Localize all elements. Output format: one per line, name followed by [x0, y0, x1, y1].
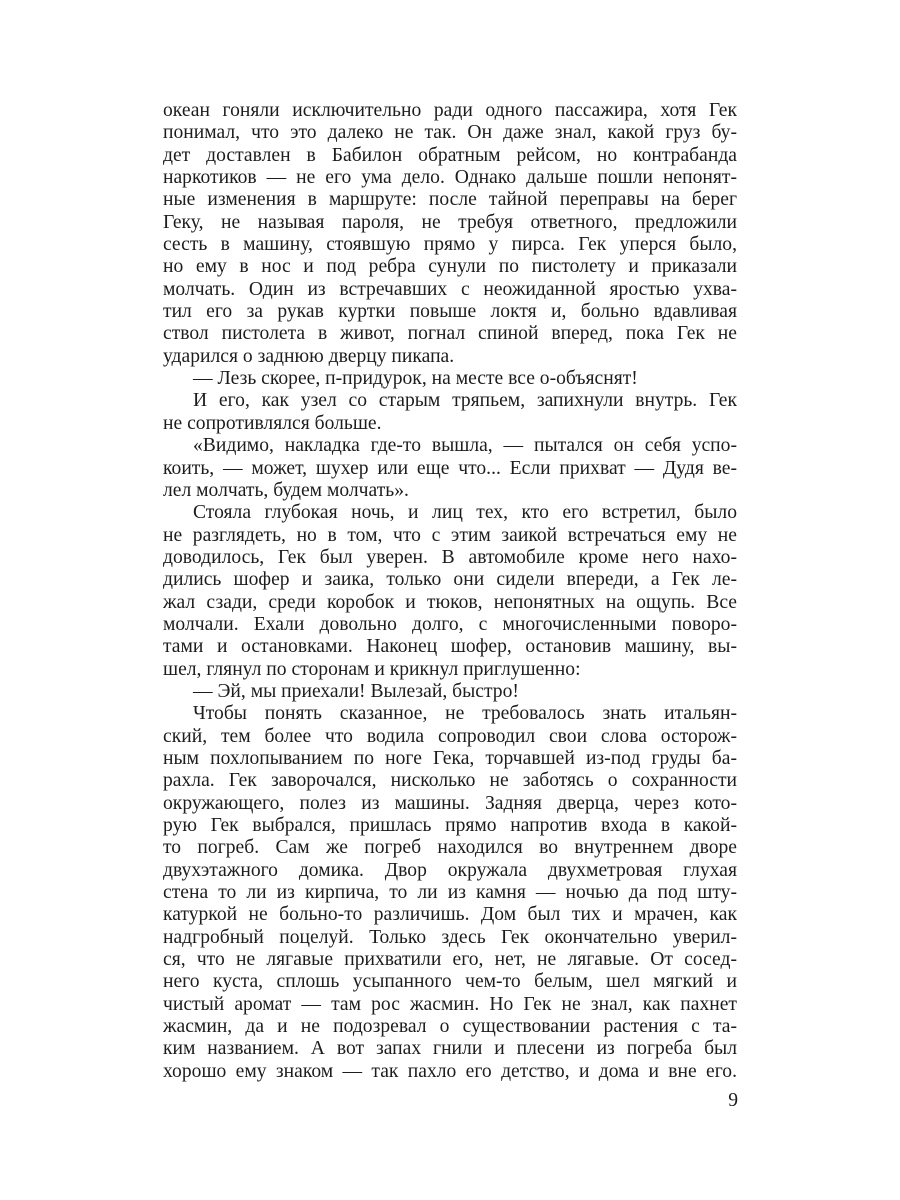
- text-line: шел, глянул по сторонам и крикнул приглушенно:: [163, 658, 581, 680]
- text-line: доводилось, Гек был уверен. В автомобиле кроме него нахо-: [163, 546, 737, 568]
- page-number: 9: [728, 1090, 738, 1111]
- text-line: — Эй, мы приехали! Вылезай, быстро!: [193, 680, 519, 702]
- text-line: ным похлопыванием по ноге Гека, торчавшей из-под груды ба-: [163, 747, 737, 769]
- text-line: понимал, что это далеко не так. Он даже знал, какой груз бу-: [163, 122, 737, 144]
- body-text: [163, 100, 737, 1083]
- text-line: рую Гек выбрался, пришлась прямо напротив входа в какой-: [163, 815, 737, 836]
- text-line: рахла. Гек заворочался, нисколько не заботясь о сохранности: [163, 770, 737, 792]
- text-line: катуркой не больно-то различишь. Дом был тих и мрачен, как: [163, 904, 737, 926]
- text-line: не разглядеть, но в том, что с этим заикой встречаться ему не: [163, 524, 737, 546]
- text-line: молчать. Один из встречавших с неожиданной яростью ухва-: [163, 278, 737, 300]
- text-line: двухэтажного домика. Двор окружала двухметровая глухая: [163, 859, 737, 881]
- text-line: ким названием. А вот запах гнили и плесени из погреба был: [163, 1038, 737, 1060]
- text-line: дились шофер и заика, только они сидели впереди, а Гек ле-: [163, 569, 737, 591]
- text-line: жал сзади, среди коробок и тюков, непонятных на ощупь. Все: [163, 591, 737, 613]
- text-line: окружающего, полез из машины. Задняя дверца, через кото-: [163, 792, 737, 814]
- text-line: «Видимо, накладка где-то вышла, — пытался он себя успо-: [193, 435, 737, 457]
- text-line: стена то ли из кирпича, то ли из камня — ночью да под шту-: [163, 882, 737, 904]
- text-line: хорошо ему знаком — так пахло его детство, и дома и вне его.: [163, 1060, 737, 1082]
- text-line: не сопротивлялся больше.: [163, 412, 382, 434]
- text-line: тами и остановками. Наконец шофер, остановив машину, вы-: [163, 636, 737, 658]
- text-line: то погреб. Сам же погреб находился во внутреннем дворе: [163, 837, 737, 859]
- text-line: коить, — может, шухер или еще что... Если прихват — Дудя ве-: [163, 457, 737, 479]
- text-line: молчали. Ехали довольно долго, с многочисленными поворо-: [163, 613, 737, 635]
- text-line: дет доставлен в Бабилон обратным рейсом, но контрабанда: [163, 144, 737, 166]
- text-line: надгробный поцелуй. Только здесь Гек окончательно уверил-: [163, 926, 737, 948]
- text-line: ударился о заднюю дверцу пикапа.: [163, 345, 455, 367]
- text-line: ствол пистолета в живот, погнал спиной вперед, пока Гек не: [163, 323, 737, 345]
- text-line: тил его за рукав куртки повыше локтя и, больно вдавливая: [163, 301, 737, 323]
- text-line: ский, тем более что водила сопроводил свои слова осторож-: [163, 725, 737, 747]
- text-line: сесть в машину, стоявшую прямо у пирса. Гек уперся было,: [163, 234, 737, 256]
- text-line: И его, как узел со старым тряпьем, запихнули внутрь. Гек: [193, 390, 737, 412]
- text-line: жасмин, да и не подозревал о существовании растения с та-: [163, 1016, 737, 1038]
- text-line: ся, что не лягавые прихватили его, нет, не лягавые. От сосед-: [163, 949, 737, 971]
- text-line: океан гоняли исключительно ради одного пассажира, хотя Гек: [163, 100, 737, 121]
- text-line: лел молчать, будем молчать».: [163, 479, 409, 501]
- text-line: — Лезь скорее, п-придурок, на месте все о-объяснят!: [193, 368, 638, 390]
- text-line: наркотиков — не его ума дело. Однако дальше пошли непонят-: [163, 167, 737, 189]
- text-line: Чтобы понять сказанное, не требовалось знать итальян-: [193, 703, 737, 725]
- text-line: ные изменения в маршруте: после тайной переправы на берег: [163, 189, 737, 211]
- text-line: чистый аромат — там рос жасмин. Но Гек не знал, как пахнет: [163, 993, 737, 1015]
- text-line: Геку, не называя пароля, не требуя ответного, предложили: [163, 211, 737, 233]
- text-line: него куста, сплошь усыпанного чем-то белым, шел мягкий и: [163, 971, 737, 993]
- text-line: Стояла глубокая ночь, и лиц тех, кто его встретил, было: [193, 502, 737, 524]
- text-line: но ему в нос и под ребра сунули по пистолету и приказали: [163, 256, 737, 278]
